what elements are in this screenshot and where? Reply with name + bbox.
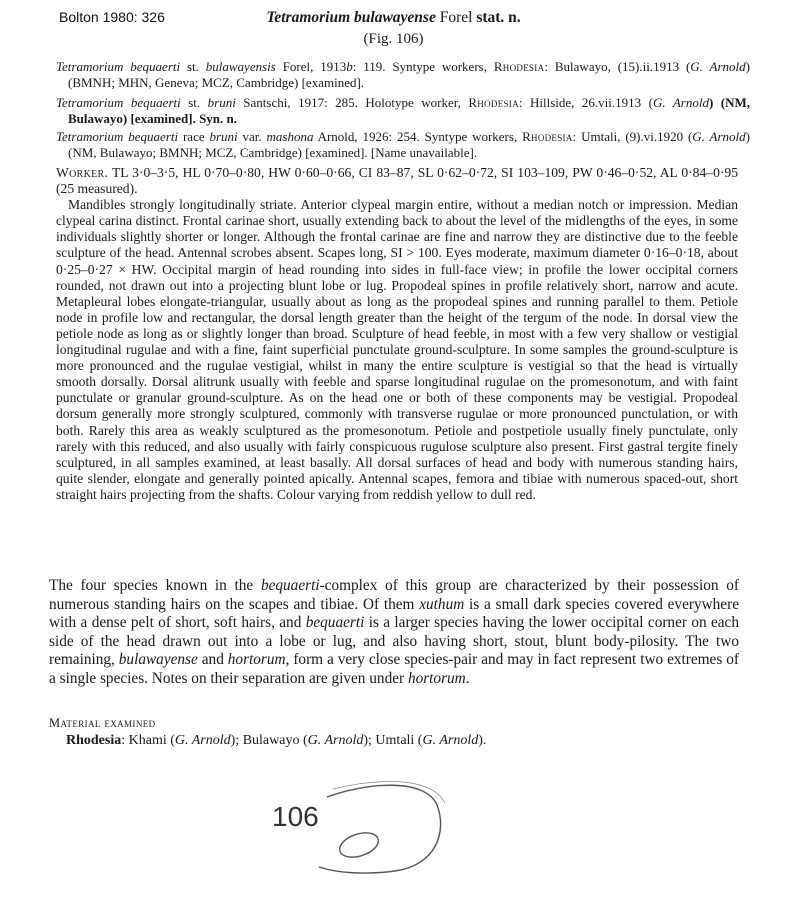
synonym-entry: Tetramorium bequaerti race bruni var. mashona Arnold, 1926: 254. Syntype workers, Rhodesia: Umtali, (9).vi.1920 (G. Arnold) (NM, Bulawayo; BMNH; MCZ, Cambridge) [examined]. [Name unavailable].	[56, 129, 750, 161]
figure-106	[255, 775, 475, 885]
material-heading: Material examined	[49, 716, 156, 730]
title-author: Forel	[435, 9, 477, 26]
page-header-ref: Bolton 1980: 326	[59, 9, 165, 25]
figure-reference: (Fig. 106)	[363, 31, 424, 47]
figure-number: 106	[272, 801, 319, 832]
synonym-entry: Tetramorium bequaerti st. bulawayensis Forel, 1913b: 119. Syntype workers, Rhodesia: Bulawayo, (15).ii.1913 (G. Arnold) (BMNH; MHN, Geneva; MCZ, Cambridge) [examined].	[56, 59, 751, 91]
measurements: Worker. TL 3·0–3·5, HL 0·70–0·80, HW 0·60–0·66, CI 83–87, SL 0·62–0·72, SI 103–109, PW 0·46–0·52, AL 0·84–0·95 (25 measured).	[56, 165, 738, 197]
title-status: stat. n.	[476, 9, 521, 26]
species-title	[0, 9, 787, 27]
synonym-entry: Tetramorium bequaerti st. bruni Santschi, 1917: 285. Holotype worker, Rhodesia: Hillside, 26.vii.1913 (G. Arnold) (NM, Bulawayo) [examined]. Syn. n.	[56, 95, 751, 127]
discussion-paragraph: The four species known in the bequaerti-complex of this group are characterized by their possession of numerous standing hairs on the scapes and tibiae. Of them xuthum is a small dark species covered everywhere with a dense pelt of short, soft hairs, and bequaerti is a larger species having the lower occipital corner on each side of the head drawn out into a lobe or lug, and also having short, stout, blunt body-pilosity. The two remaining, bulawayense and hortorum, form a very close species-pair and may in fact represent two extremes of a single species. Notes on their separation are given under hortorum.	[49, 577, 739, 687]
material-list: Rhodesia: Khami (G. Arnold); Bulawayo (G. Arnold); Umtali (G. Arnold).	[66, 733, 487, 748]
worker-description	[56, 165, 738, 503]
description-text: Mandibles strongly longitudinally striate. Anterior clypeal margin entire, without a median notch or impression. Median clypeal carina distinct. Frontal carinae short, usually extending back to about the level of the midlengths of the eyes, in some individuals slightly shorter or longer. Although the frontal carinae are fine and narrow they are distinctive due to the feeble sculpture of the head. Antennal scrobes absent. Scapes long, SI > 100. Eyes moderate, maximum diameter 0·16–0·18, about 0·25–0·27 × HW. Occipital margin of head rounding into sides in full-face view; in profile the lower occipital corners rounded, not drawn out into a projecting blunt lobe or lug. Propodeal spines in profile relatively short, narrow and acute. Metapleural lobes elongate-triangular, usually about as long as the propodeal spines and running parallel to them. Petiole node in profile low and rectangular, the dorsal length greater than the height of the tergum of the node. In dorsal view the petiole node as long as or slightly longer than broad. Sculpture of head feeble, in most with a few very shallow or vestigial longitudinal rugulae and with a fine, faint superficial punctulate ground-sculpture. In some samples the ground-sculpture is more pronounced and the rugulae vestigial, whilst in many the entire sculpture is vestigial so that the head is virtually smooth dorsally. Dorsal alitrunk usually with feeble and sparse longitudinal rugulae on the promesonotum, and with faint punctulate or granular ground-sculpture. As on the head one or both of these components may be vestigial. Propodeal dorsum generally more strongly sculptured, commonly with transverse rugulae or more pronounced punctulation, or with both. Rarely this area as weakly sculptured as the promesonotum. Petiole and postpetiole usually finely punctulate, only rarely with this reduced, and also usually with fairly conspicuous rugulose sculpture also present. First gastral tergite finely sculptured, in all samples examined, at least basally. All dorsal surfaces of head and body with numerous standing hairs, quite slender, elongate and generally pointed apically. Antennal scapes, femora and tibiae with numerous spaced-out, short straight hairs projecting from the shafts. Colour varying from reddish yellow to dull red.	[56, 197, 738, 502]
title-taxon: Tetramorium bulawayense	[266, 9, 436, 26]
